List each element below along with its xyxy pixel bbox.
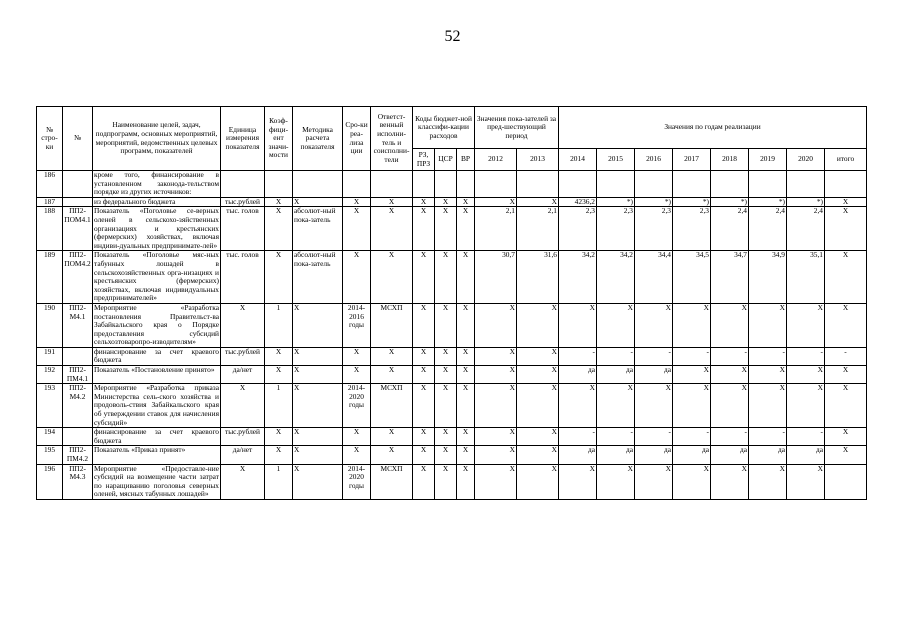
method-cell: Х — [293, 303, 343, 347]
name-cell: Мероприятие «Разработка приказа Министерства сель-ского хозяйства и продоволь-ствия Забайкальского края об утверждении ставок для начисления субсидий» — [94, 383, 219, 427]
rz-cell: Х — [413, 428, 435, 446]
vr-cell: Х — [457, 428, 475, 446]
page-number: 52 — [444, 28, 461, 45]
coefficient-cell: Х — [265, 251, 293, 304]
unit-cell: да/нет — [221, 446, 265, 464]
responsible-cell: Х — [371, 366, 413, 384]
term-cell: Х — [343, 197, 371, 207]
rz-cell: Х — [413, 464, 435, 499]
header-responsible: Ответст-венный исполни-тель и соисполни-тели — [371, 107, 413, 171]
year-value-cell: Х — [635, 384, 673, 428]
year-value-cell: Х — [597, 303, 635, 347]
year-value-cell: - — [597, 428, 635, 446]
year-value-cell: да — [673, 446, 711, 464]
year-value-cell: 34,4 — [635, 251, 673, 304]
coefficient-cell: Х — [265, 366, 293, 384]
row-number-cell: 187 — [37, 197, 63, 207]
year-value-cell: - — [787, 428, 825, 446]
coefficient-cell: 1 — [265, 384, 293, 428]
csr-cell: Х — [435, 197, 457, 207]
year-value-cell: - — [749, 347, 787, 365]
code-cell: ПП2-ПОМ4.2 — [63, 251, 93, 304]
coefficient-cell: Х — [265, 197, 293, 207]
name-cell: Показатель «Поголовье мяс-ных табунных лошадей в сельскохозяйственных орга-низациях и крестьянских (фермерских) хозяйствах, включая индивидуальных предпринимателей» — [94, 250, 219, 303]
year-value-cell: - — [597, 347, 635, 365]
year-value-cell: *) — [673, 197, 711, 207]
coefficient-cell: Х — [265, 347, 293, 365]
year-value-cell — [673, 171, 711, 198]
csr-cell: Х — [435, 446, 457, 464]
table-row — [37, 197, 867, 207]
term-cell: Х — [343, 347, 371, 365]
year-value-cell: Х — [749, 384, 787, 428]
year-value-cell: - — [711, 428, 749, 446]
header-year: 2014 — [559, 149, 597, 171]
header-year: 2019 — [749, 149, 787, 171]
table-row — [37, 428, 867, 446]
year-value-cell: Х — [597, 464, 635, 499]
responsible-cell: Х — [371, 347, 413, 365]
rz-cell: Х — [413, 366, 435, 384]
csr-cell: Х — [435, 303, 457, 347]
row-number-cell: 190 — [37, 303, 63, 347]
year-value-cell — [597, 171, 635, 198]
vr-cell: Х — [457, 347, 475, 365]
row-number-cell: 196 — [37, 464, 63, 499]
code-cell: ПП2-М4.1 — [63, 303, 93, 347]
year-value-cell: Х — [711, 464, 749, 499]
coefficient-cell — [265, 171, 293, 198]
coefficient-cell: 1 — [265, 303, 293, 347]
header-name: Наименование целей, задач, подпрограмм, основных мероприятий, мероприятий, ведомственных целевых программ, показателей — [93, 107, 221, 171]
unit-cell: тыс.рублей — [221, 197, 265, 207]
year-value-cell: да — [559, 446, 597, 464]
row-number-cell: 188 — [37, 207, 63, 251]
rz-cell: Х — [413, 251, 435, 304]
year-value-cell: *) — [635, 197, 673, 207]
code-cell: ПП2-ПМ4.2 — [63, 446, 93, 464]
total-cell: Х — [825, 303, 867, 347]
year-value-cell: Х — [559, 384, 597, 428]
term-cell: Х — [343, 251, 371, 304]
year-value-cell — [635, 171, 673, 198]
header-code: № — [63, 107, 93, 171]
header-csr: ЦСР — [435, 149, 457, 171]
coefficient-cell: 1 — [265, 464, 293, 499]
header-row-number: № стро-ки — [37, 107, 63, 171]
header-coefficient: Коэф-фици-ент значи-мости — [265, 107, 293, 171]
vr-cell: Х — [457, 464, 475, 499]
unit-cell: тыс.рублей — [221, 347, 265, 365]
value-2012-cell: 2,1 — [475, 207, 517, 251]
row-number-cell: 186 — [37, 171, 63, 198]
code-cell — [63, 171, 93, 198]
value-2013-cell: Х — [517, 464, 559, 499]
unit-cell — [221, 171, 265, 198]
year-value-cell: - — [559, 428, 597, 446]
value-2012-cell: Х — [475, 428, 517, 446]
vr-cell: Х — [457, 197, 475, 207]
year-value-cell: Х — [597, 384, 635, 428]
year-value-cell: - — [787, 347, 825, 365]
csr-cell: Х — [435, 366, 457, 384]
value-2013-cell: 31,6 — [517, 251, 559, 304]
table-row — [37, 464, 867, 499]
value-2012-cell: Х — [475, 464, 517, 499]
year-value-cell: Х — [787, 303, 825, 347]
year-value-cell: *) — [711, 197, 749, 207]
method-cell: Х — [293, 347, 343, 365]
rz-cell: Х — [413, 384, 435, 428]
csr-cell: Х — [435, 464, 457, 499]
vr-cell: Х — [457, 366, 475, 384]
year-value-cell: *) — [597, 197, 635, 207]
responsible-cell: Х — [371, 197, 413, 207]
year-value-cell: Х — [787, 384, 825, 428]
year-value-cell: Х — [711, 366, 749, 384]
total-cell: Х — [825, 366, 867, 384]
year-value-cell: 2,4 — [749, 207, 787, 251]
code-cell — [63, 197, 93, 207]
year-value-cell: 2,3 — [673, 207, 711, 251]
year-value-cell: да — [749, 446, 787, 464]
row-number-cell: 193 — [37, 384, 63, 428]
vr-cell: Х — [457, 303, 475, 347]
name-cell: Мероприятие «Предоставле-ние субсидий на возмещение части затрат по наращиванию поголовья северных оленей, мясных табунных лошадей» — [94, 464, 219, 499]
total-cell — [825, 171, 867, 198]
year-value-cell — [559, 171, 597, 198]
year-value-cell: да — [597, 446, 635, 464]
year-value-cell: Х — [749, 303, 787, 347]
name-cell: кроме того, финансирование в установленном законода-тельством порядке из других источников: — [94, 170, 219, 197]
csr-cell: Х — [435, 428, 457, 446]
year-value-cell: 2,3 — [635, 207, 673, 251]
name-cell: Мероприятие «Разработка постановления Правительст-ва Забайкальского края о Порядке предоставления субсидий сельхозтоваропро-изводителям» — [94, 303, 219, 347]
year-value-cell: да — [597, 366, 635, 384]
row-number-cell: 189 — [37, 251, 63, 304]
year-value-cell: 35,1 — [787, 251, 825, 304]
unit-cell: тыс. голов — [221, 251, 265, 304]
code-cell: ПП2-М4.3 — [63, 464, 93, 499]
year-value-cell: Х — [749, 366, 787, 384]
year-value-cell: - — [673, 347, 711, 365]
responsible-cell: Х — [371, 428, 413, 446]
header-year: 2016 — [635, 149, 673, 171]
csr-cell: Х — [435, 384, 457, 428]
year-value-cell: да — [635, 366, 673, 384]
code-cell: ПП2-ПОМ4.1 — [63, 207, 93, 251]
term-cell: 2014-2016 годы — [343, 303, 371, 347]
year-value-cell: *) — [787, 197, 825, 207]
method-cell: Х — [293, 464, 343, 499]
value-2012-cell — [475, 171, 517, 198]
year-value-cell: 34,2 — [597, 251, 635, 304]
table-row — [37, 384, 867, 428]
header-years-group: Значения по годам реализации — [559, 107, 867, 149]
value-2013-cell: Х — [517, 446, 559, 464]
name-cell: Показатель «Поголовье се-верных оленей в сельскохо-зяйственных организациях и крестьянских (фермерских) хозяйствах, включая индиви-дуальных предпринимате-лей» — [94, 206, 219, 250]
unit-cell: Х — [221, 384, 265, 428]
value-2012-cell: Х — [475, 446, 517, 464]
year-value-cell: *) — [749, 197, 787, 207]
csr-cell: Х — [435, 347, 457, 365]
name-cell: финансирование за счет краевого бюджета — [94, 427, 219, 445]
header-budget-codes: Коды бюджет-ной классифи-кации расходов — [413, 107, 475, 149]
year-value-cell: 34,2 — [559, 251, 597, 304]
vr-cell: Х — [457, 207, 475, 251]
term-cell: 2014-2020 годы — [343, 464, 371, 499]
year-value-cell: Х — [559, 464, 597, 499]
year-value-cell: - — [559, 347, 597, 365]
responsible-cell: МСХП — [371, 464, 413, 499]
value-2012-cell: Х — [475, 197, 517, 207]
year-value-cell: 2,3 — [559, 207, 597, 251]
row-number-cell: 191 — [37, 347, 63, 365]
year-value-cell: Х — [787, 366, 825, 384]
header-total: итого — [825, 149, 867, 171]
table-row — [37, 303, 867, 347]
header-term: Сро-ки реа-лиза ции — [343, 107, 371, 171]
code-cell — [63, 347, 93, 365]
unit-cell: да/нет — [221, 366, 265, 384]
total-cell: Х — [825, 446, 867, 464]
rz-cell: Х — [413, 303, 435, 347]
year-value-cell: Х — [673, 366, 711, 384]
header-unit: Единица измерения показателя — [221, 107, 265, 171]
year-value-cell: - — [635, 347, 673, 365]
value-2013-cell: Х — [517, 428, 559, 446]
value-2013-cell: Х — [517, 197, 559, 207]
value-2012-cell: Х — [475, 347, 517, 365]
responsible-cell: МСХП — [371, 303, 413, 347]
year-value-cell: 34,7 — [711, 251, 749, 304]
table-row — [37, 446, 867, 464]
vr-cell: Х — [457, 446, 475, 464]
csr-cell: Х — [435, 251, 457, 304]
year-value-cell: да — [711, 446, 749, 464]
header-rz: РЗ, ПРЗ — [413, 149, 435, 171]
total-cell: Х — [825, 197, 867, 207]
value-2013-cell: 2,1 — [517, 207, 559, 251]
header-method: Методика расчета показателя — [293, 107, 343, 171]
method-cell: Х — [293, 197, 343, 207]
term-cell: Х — [343, 446, 371, 464]
row-number-cell: 194 — [37, 428, 63, 446]
method-cell: Х — [293, 428, 343, 446]
responsible-cell: МСХП — [371, 384, 413, 428]
csr-cell: Х — [435, 207, 457, 251]
rz-cell: Х — [413, 207, 435, 251]
year-value-cell: - — [749, 428, 787, 446]
year-value-cell: Х — [711, 384, 749, 428]
unit-cell: тыс.рублей — [221, 428, 265, 446]
rz-cell: Х — [413, 197, 435, 207]
year-value-cell: 2,4 — [711, 207, 749, 251]
table-row — [37, 171, 867, 198]
header-previous-period: Значения пока-зателей за пред-шествующий период — [475, 107, 559, 149]
total-cell: Х — [825, 384, 867, 428]
header-vr: ВР — [457, 149, 475, 171]
method-cell: Х — [293, 384, 343, 428]
year-value-cell: 4236,2 — [559, 197, 597, 207]
name-cell: финансирование за счет краевого бюджета — [94, 347, 219, 365]
total-cell: - — [825, 347, 867, 365]
method-cell: абсолют-ный пока-затель — [293, 207, 343, 251]
coefficient-cell: Х — [265, 207, 293, 251]
year-value-cell: - — [635, 428, 673, 446]
year-value-cell: да — [559, 366, 597, 384]
rz-cell — [413, 171, 435, 198]
name-cell: Показатель «Приказ принят» — [93, 446, 221, 464]
responsible-cell: Х — [371, 446, 413, 464]
unit-cell: Х — [221, 464, 265, 499]
year-value-cell: 34,9 — [749, 251, 787, 304]
term-cell — [343, 171, 371, 198]
coefficient-cell: Х — [265, 446, 293, 464]
header-year: 2020 — [787, 149, 825, 171]
code-cell: ПП2-ПМ4.1 — [63, 366, 93, 384]
term-cell: 2014-2020 годы — [343, 384, 371, 428]
year-value-cell: Х — [673, 464, 711, 499]
responsible-cell: Х — [371, 207, 413, 251]
year-value-cell — [749, 171, 787, 198]
total-cell: Х — [825, 251, 867, 304]
header-year: 2018 — [711, 149, 749, 171]
year-value-cell — [711, 171, 749, 198]
vr-cell — [457, 171, 475, 198]
vr-cell: Х — [457, 251, 475, 304]
table-row — [37, 251, 867, 304]
rz-cell: Х — [413, 347, 435, 365]
coefficient-cell: Х — [265, 428, 293, 446]
year-value-cell: - — [673, 428, 711, 446]
value-2013-cell: Х — [517, 366, 559, 384]
total-cell — [825, 464, 867, 499]
value-2013-cell: Х — [517, 384, 559, 428]
indicators-table — [36, 106, 867, 500]
value-2013-cell: Х — [517, 303, 559, 347]
name-cell: Показатель «Постановление принято» — [93, 366, 221, 384]
value-2012-cell: Х — [475, 303, 517, 347]
header-year-2013: 2013 — [517, 149, 559, 171]
year-value-cell: Х — [749, 464, 787, 499]
responsible-cell — [371, 171, 413, 198]
year-value-cell — [787, 171, 825, 198]
total-cell: Х — [825, 428, 867, 446]
method-cell: Х — [293, 366, 343, 384]
term-cell: Х — [343, 207, 371, 251]
value-2013-cell: Х — [517, 347, 559, 365]
header-year: 2015 — [597, 149, 635, 171]
year-value-cell: Х — [787, 464, 825, 499]
method-cell — [293, 171, 343, 198]
year-value-cell: Х — [673, 303, 711, 347]
csr-cell — [435, 171, 457, 198]
term-cell: Х — [343, 428, 371, 446]
year-value-cell: да — [635, 446, 673, 464]
header-year-2012: 2012 — [475, 149, 517, 171]
year-value-cell: Х — [635, 464, 673, 499]
row-number-cell: 192 — [37, 366, 63, 384]
code-cell: ПП2-М4.2 — [63, 384, 93, 428]
table-row — [37, 207, 867, 251]
row-number-cell: 195 — [37, 446, 63, 464]
unit-cell: тыс. голов — [221, 207, 265, 251]
year-value-cell: Х — [635, 303, 673, 347]
year-value-cell: 2,3 — [597, 207, 635, 251]
rz-cell: Х — [413, 446, 435, 464]
year-value-cell: Х — [559, 303, 597, 347]
year-value-cell: - — [711, 347, 749, 365]
vr-cell: Х — [457, 384, 475, 428]
year-value-cell: Х — [673, 384, 711, 428]
year-value-cell: 34,5 — [673, 251, 711, 304]
value-2012-cell: Х — [475, 384, 517, 428]
total-cell: Х — [825, 207, 867, 251]
table-row — [37, 366, 867, 384]
name-cell: из федерального бюджета — [93, 197, 221, 207]
value-2012-cell: Х — [475, 366, 517, 384]
code-cell — [63, 428, 93, 446]
unit-cell: Х — [221, 303, 265, 347]
responsible-cell: Х — [371, 251, 413, 304]
header-year: 2017 — [673, 149, 711, 171]
table-row — [37, 347, 867, 365]
value-2013-cell — [517, 171, 559, 198]
value-2012-cell: 30,7 — [475, 251, 517, 304]
method-cell: абсолют-ный пока-затель — [293, 251, 343, 304]
term-cell: Х — [343, 366, 371, 384]
year-value-cell: да — [787, 446, 825, 464]
year-value-cell: Х — [711, 303, 749, 347]
method-cell: Х — [293, 446, 343, 464]
year-value-cell: 2,4 — [787, 207, 825, 251]
